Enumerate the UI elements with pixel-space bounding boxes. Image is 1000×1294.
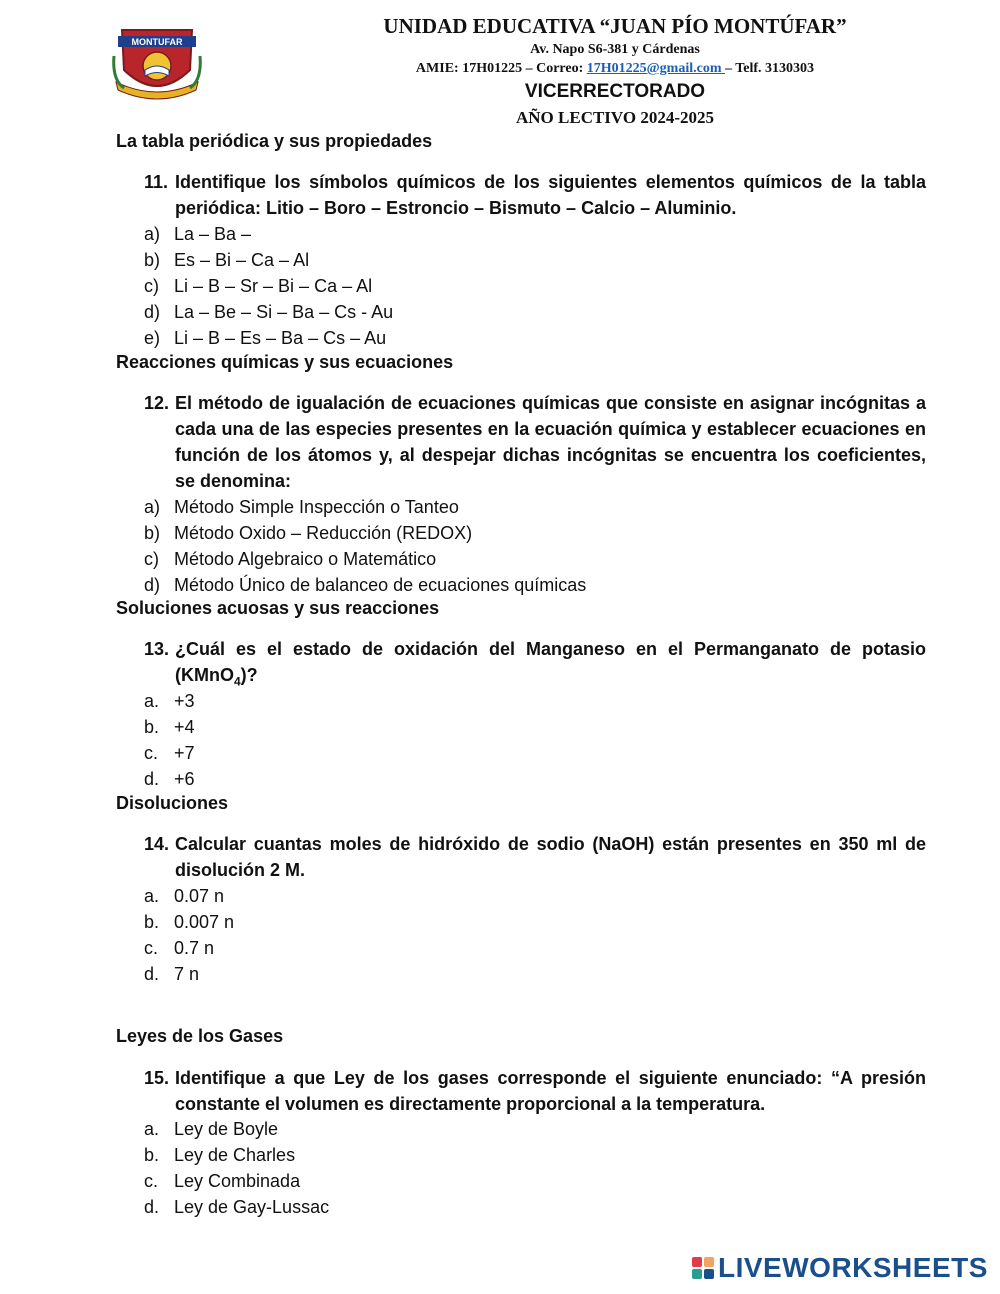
section-title: Disoluciones bbox=[116, 793, 229, 813]
option-letter: d. bbox=[144, 769, 160, 789]
question-text: El método de igualación de ecuaciones químicas que consiste en asignar incógnitas a cada una de las especies presentes en la ecuación química y establecer ecuaciones en función de los átomos y, al despejar dichas incógnitas se encuentra los coeficientes, se denomina: bbox=[175, 393, 926, 491]
answer-option[interactable] bbox=[144, 325, 386, 351]
option-text: 0.007 n bbox=[174, 912, 235, 932]
answer-option[interactable] bbox=[144, 740, 195, 766]
question-text: Calcular cuantas moles de hidróxido de sodio (NaOH) están presentes en 350 ml de disolución 2 M. bbox=[175, 834, 926, 880]
logo-square-blue bbox=[704, 1269, 714, 1279]
option-letter: c. bbox=[144, 1171, 159, 1191]
option-letter: d) bbox=[144, 302, 161, 322]
option-text: Método Simple Inspección o Tanteo bbox=[174, 497, 459, 517]
answer-option[interactable] bbox=[144, 688, 195, 714]
option-letter: b. bbox=[144, 912, 160, 932]
option-text: Ley de Gay-Lussac bbox=[174, 1197, 330, 1217]
option-letter: b) bbox=[144, 523, 161, 543]
option-text: Ley de Charles bbox=[174, 1145, 296, 1165]
question-12 bbox=[144, 390, 926, 494]
option-text: Li – B – Sr – Bi – Ca – Al bbox=[174, 276, 373, 296]
question-text: Identifique los símbolos químicos de los siguientes elementos químicos de la tabla periódica: Litio – Boro – Estroncio – Bismuto – Calcio – Aluminio. bbox=[175, 172, 926, 218]
option-text: 7 n bbox=[174, 964, 200, 984]
school-year: AÑO LECTIVO 2024-2025 bbox=[515, 108, 714, 127]
logo-square-orange bbox=[704, 1257, 714, 1267]
section-title: Reacciones químicas y sus ecuaciones bbox=[116, 352, 454, 372]
school-name: UNIDAD EDUCATIVA “JUAN PÍO MONTÚFAR” bbox=[383, 14, 847, 38]
option-text: 0.7 n bbox=[174, 938, 215, 958]
logo-text: MONTUFAR bbox=[131, 37, 183, 47]
option-text: +3 bbox=[174, 691, 195, 711]
option-letter: c. bbox=[144, 743, 159, 763]
question-14 bbox=[144, 831, 926, 883]
section-title: Soluciones acuosas y sus reacciones bbox=[116, 598, 440, 618]
question-13 bbox=[144, 636, 926, 695]
answer-option[interactable] bbox=[144, 883, 224, 909]
school-address: Av. Napo S6-381 y Cárdenas bbox=[530, 42, 700, 57]
question-15 bbox=[144, 1065, 926, 1117]
option-text: La – Ba – bbox=[174, 224, 252, 244]
question-number: 11. bbox=[144, 172, 169, 192]
department-title: VICERRECTORADO bbox=[524, 81, 706, 102]
option-text: +7 bbox=[174, 743, 195, 763]
option-letter: a) bbox=[144, 224, 161, 244]
option-letter: c) bbox=[144, 276, 159, 296]
answer-option[interactable] bbox=[144, 1116, 278, 1142]
question-text-end: )? bbox=[240, 665, 258, 685]
option-text: Método Único de balanceo de ecuaciones químicas bbox=[174, 575, 587, 595]
logo-square-red bbox=[692, 1257, 702, 1267]
option-text: Método Oxido – Reducción (REDOX) bbox=[174, 523, 473, 543]
option-letter: d. bbox=[144, 964, 160, 984]
option-letter: c) bbox=[144, 549, 159, 569]
option-letter: d. bbox=[144, 1197, 160, 1217]
brand-name: LIVEWORKSHEETS bbox=[718, 1252, 988, 1283]
option-letter: c. bbox=[144, 938, 159, 958]
answer-option[interactable] bbox=[144, 299, 393, 325]
question-11 bbox=[144, 169, 926, 221]
section-title: La tabla periódica y sus propiedades bbox=[116, 131, 433, 151]
question-text-main: ¿Cuál es el estado de oxidación del Manganeso en el Permanganato de potasio (KMnO bbox=[175, 639, 926, 685]
option-text: Ley Combinada bbox=[174, 1171, 301, 1191]
question-number: 14. bbox=[144, 834, 170, 854]
answer-option[interactable] bbox=[144, 572, 586, 598]
question-text: Identifique a que Ley de los gases corresponde el siguiente enunciado: “A presión constante el volumen es directamente proporcional a la temperatura. bbox=[175, 1068, 926, 1114]
option-letter: a. bbox=[144, 1119, 160, 1139]
option-text: +4 bbox=[174, 717, 195, 737]
option-letter: d) bbox=[144, 575, 161, 595]
option-text: Es – Bi – Ca – Al bbox=[174, 250, 310, 270]
option-text: +6 bbox=[174, 769, 195, 789]
answer-option[interactable] bbox=[144, 494, 459, 520]
option-letter: e) bbox=[144, 328, 161, 348]
option-letter: b) bbox=[144, 250, 161, 270]
answer-option[interactable] bbox=[144, 221, 251, 247]
answer-option[interactable] bbox=[144, 1194, 329, 1220]
answer-option[interactable] bbox=[144, 1168, 300, 1194]
option-letter: b. bbox=[144, 717, 160, 737]
answer-option[interactable] bbox=[144, 1142, 295, 1168]
section-title: Leyes de los Gases bbox=[116, 1026, 284, 1046]
answer-option[interactable] bbox=[144, 714, 195, 740]
option-text: Li – B – Es – Ba – Cs – Au bbox=[174, 328, 387, 348]
answer-option[interactable] bbox=[144, 961, 199, 987]
option-text: La – Be – Si – Ba – Cs - Au bbox=[174, 302, 394, 322]
option-letter: a) bbox=[144, 497, 161, 517]
logo-square-teal bbox=[692, 1269, 702, 1279]
answer-option[interactable] bbox=[144, 909, 234, 935]
liveworksheets-logo-icon bbox=[692, 1257, 714, 1279]
question-number: 12. bbox=[144, 393, 170, 413]
option-letter: a. bbox=[144, 886, 160, 906]
answer-option[interactable] bbox=[144, 546, 436, 572]
answer-option[interactable] bbox=[144, 935, 214, 961]
liveworksheets-brand[interactable] bbox=[692, 1252, 988, 1284]
option-letter: b. bbox=[144, 1145, 160, 1165]
answer-option[interactable] bbox=[144, 273, 372, 299]
phone: – Telf. 3130303 bbox=[724, 61, 815, 76]
school-contact bbox=[300, 61, 930, 77]
question-text bbox=[175, 636, 926, 695]
option-letter: a. bbox=[144, 691, 160, 711]
email-link[interactable]: 17H01225@gmail.com bbox=[586, 61, 725, 76]
option-text: Ley de Boyle bbox=[174, 1119, 279, 1139]
option-text: 0.07 n bbox=[174, 886, 225, 906]
subscript: 4 bbox=[233, 674, 241, 689]
answer-option[interactable] bbox=[144, 520, 472, 546]
option-text: Método Algebraico o Matemático bbox=[174, 549, 437, 569]
answer-option[interactable] bbox=[144, 766, 195, 792]
question-number: 13. bbox=[144, 639, 170, 659]
school-crest-logo bbox=[112, 22, 202, 102]
question-number: 15. bbox=[144, 1068, 170, 1088]
amie-code: AMIE: 17H01225 – Correo: bbox=[415, 61, 587, 76]
answer-option[interactable] bbox=[144, 247, 309, 273]
